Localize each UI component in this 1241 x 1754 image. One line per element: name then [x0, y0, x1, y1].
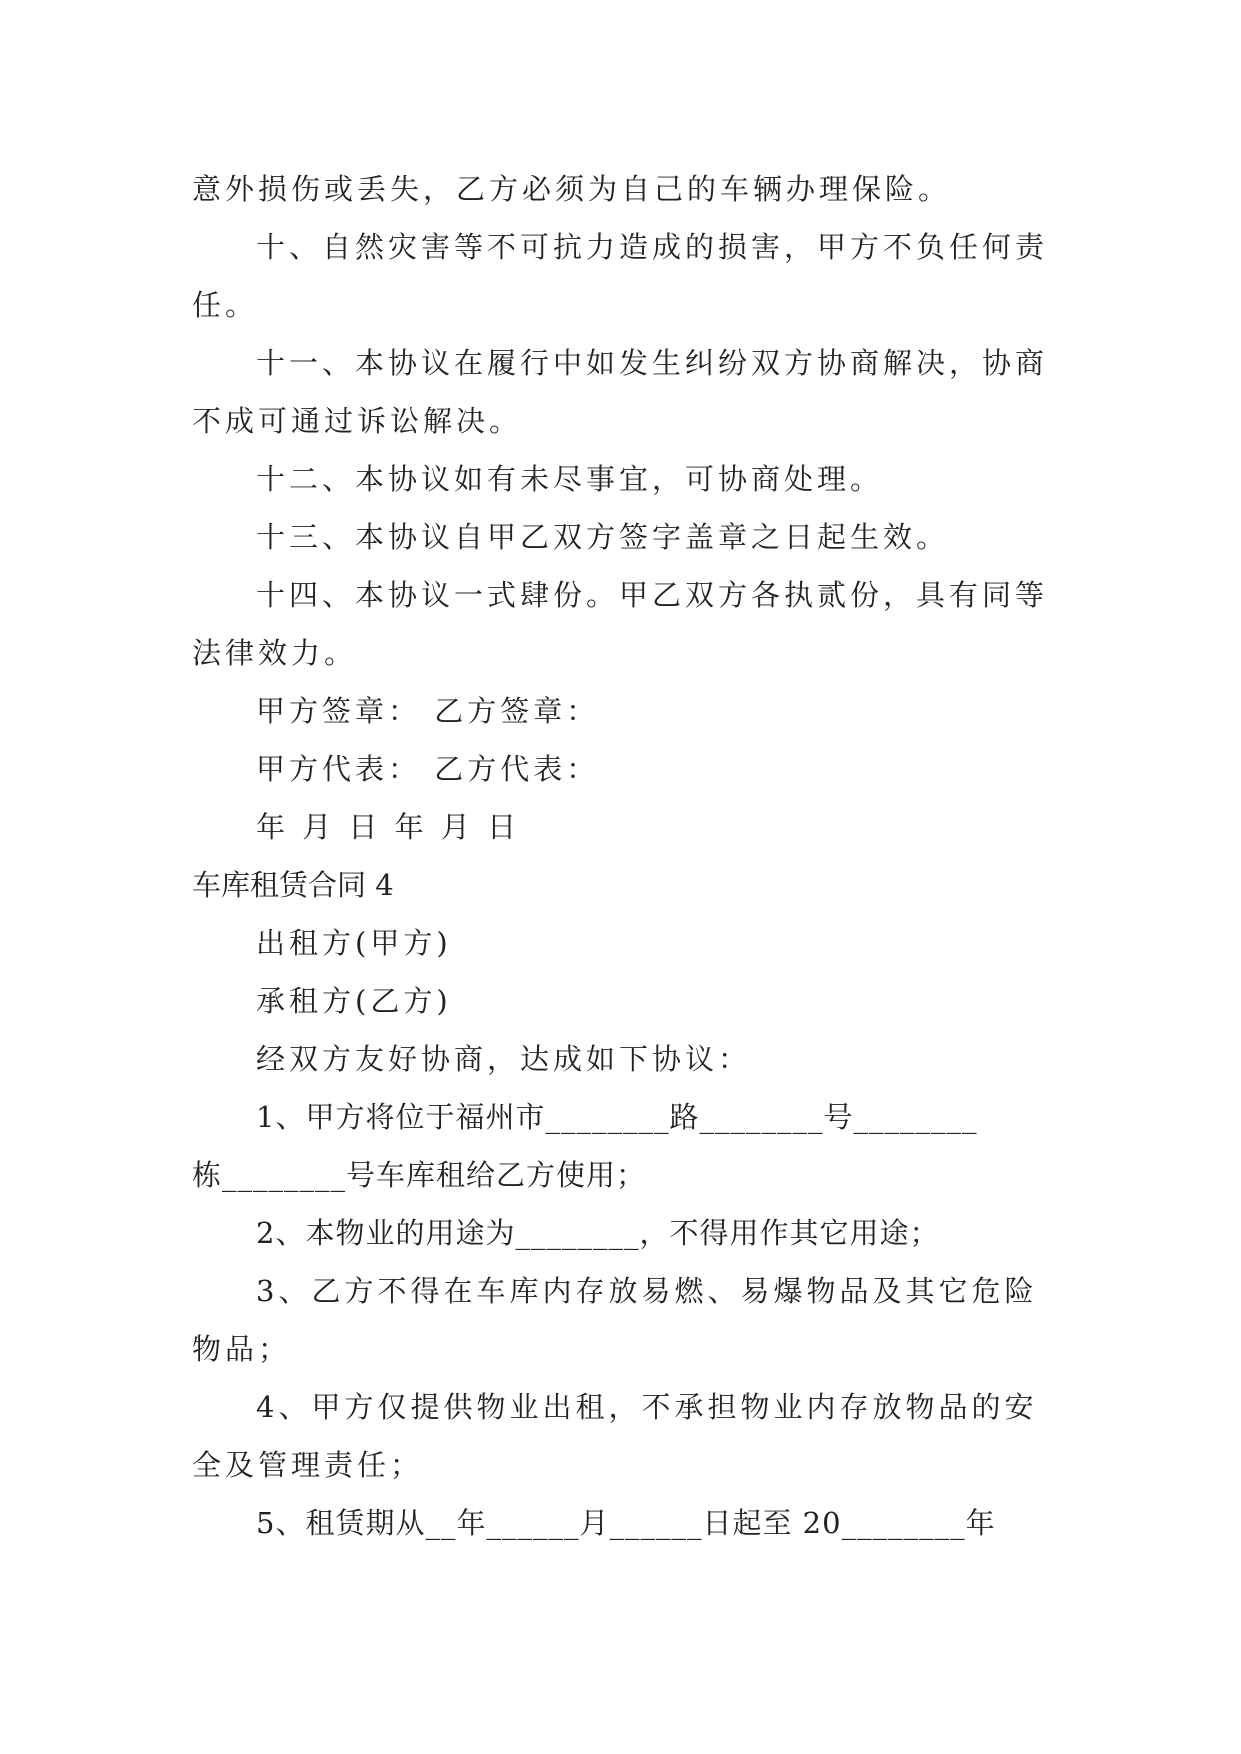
paragraph-line: 不成可通过诉讼解决。 — [192, 404, 523, 438]
clause-line: 物品； — [192, 1332, 292, 1366]
paragraph-line: 任。 — [192, 288, 259, 322]
paragraph-line: 十三、本协议自甲乙双方签字盖章之日起生效。 — [256, 520, 950, 554]
document-body — [192, 160, 1050, 1552]
paragraph-line: 意外损伤或丢失，乙方必须为自己的车辆办理保险。 — [192, 172, 952, 206]
clause-line: 1、甲方将位于福州市________路________号________ — [256, 1100, 978, 1134]
representative-line: 甲方代表： 乙方代表： — [256, 752, 600, 786]
clause-line: 4、甲方仅提供物业出租，不承担物业内存放物品的安 — [256, 1390, 1038, 1424]
paragraph-line: 十二、本协议如有未尽事宜，可协商处理。 — [256, 462, 884, 496]
lessor-line: 出租方(甲方) — [256, 926, 452, 960]
date-line: 年 月 日 年 月 日 — [256, 810, 521, 844]
contract-title: 车库租赁合同 4 — [192, 868, 394, 902]
paragraph-line: 法律效力。 — [192, 636, 358, 670]
lessee-line: 承租方(乙方) — [256, 984, 452, 1018]
paragraph-line: 十一、本协议在履行中如发生纠纷双方协商解决，协商 — [256, 346, 1049, 380]
clause-line: 3、乙方不得在车库内存放易燃、易爆物品及其它危险 — [256, 1274, 1038, 1308]
clause-line: 栋________号车库租给乙方使用； — [192, 1158, 647, 1192]
clause-line: 5、租赁期从__年______月______日起至 20________年 — [256, 1506, 996, 1540]
paragraph-line: 十、自然灾害等不可抗力造成的损害，甲方不负任何责 — [256, 230, 1049, 264]
paragraph-line: 经双方友好协商，达成如下协议： — [256, 1042, 752, 1076]
clause-line: 全及管理责任； — [192, 1448, 424, 1482]
signature-line: 甲方签章： 乙方签章： — [256, 694, 600, 728]
paragraph-line: 十四、本协议一式肆份。甲乙双方各执贰份，具有同等 — [256, 578, 1049, 612]
clause-line: 2、本物业的用途为________，不得用作其它用途； — [256, 1216, 940, 1250]
